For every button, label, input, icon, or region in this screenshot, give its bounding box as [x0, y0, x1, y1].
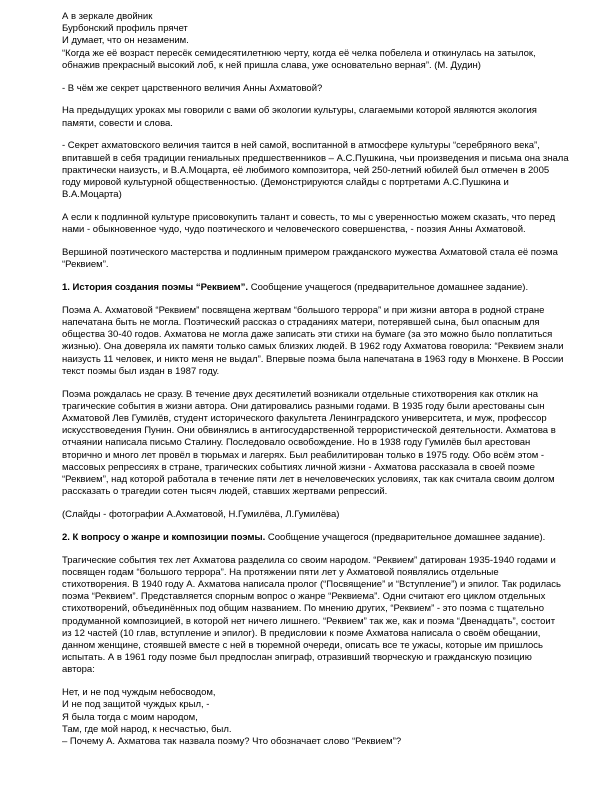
line-text: поэма “Реквием”. Представляется спорным вопрос о жанре “Реквиема”. Одни считают его циклом отдельных	[62, 591, 546, 603]
line-text: наизусть 11 человек, и никто меня не выдал”. Впервые поэма была напечатана в 1963 году в Мюнхене. В России	[62, 353, 564, 365]
line-text: году мировой культурной общественностью. (Демонстрируются слайды с портретами А.С.Пушкина и	[62, 177, 509, 189]
section-heading: 2. К вопросу о жанре и композиции поэмы.	[62, 531, 266, 543]
text-line	[62, 212, 562, 224]
line-text: “Когда же её возраст пересёк семидесятилетнюю черту, когда её челка побелела и откинулась на затылок,	[62, 47, 536, 59]
text-line	[62, 437, 562, 449]
line-text: жизнью). Она доверяла их памяти только самых близких людей. В 1962 году Ахматова говорила: “Реквием знали	[62, 341, 564, 353]
line-text: А в зеркале двойник	[62, 11, 153, 22]
line-text: испытать. А в 1961 году поэме был предпослан эпиграф, отразивший творческую и гражданскую позицию	[62, 652, 532, 664]
line-text: стихотворения. В 1940 году А. Ахматова написала пролог (“Посвящение” и “Вступление”) и эпилог. Так родилась	[62, 579, 562, 591]
text-line	[62, 603, 562, 615]
line-text: - В чём же секрет царственного величия Анны Ахматовой?	[62, 82, 323, 94]
text-line	[62, 341, 562, 353]
line-text: Сообщение учащегося (предварительное домашнее задание).	[248, 282, 529, 294]
paragraph	[62, 83, 562, 95]
text-line	[62, 282, 562, 294]
paragraph	[62, 212, 562, 236]
text-line	[62, 247, 562, 259]
text-line	[62, 224, 562, 236]
text-line	[62, 366, 562, 378]
paragraph	[62, 389, 562, 499]
line-text: Я была тогда с моим народом,	[62, 711, 198, 723]
line-text: обнажив прекрасный высокий лоб, к ней пришла слава, уже основательно верная”. (М. Дудин)	[62, 59, 481, 71]
text-line	[62, 401, 562, 413]
line-text: вторично и много лет провёл в тюрьмах и лагерях. Был реабилитирован только в 1975 году. Обо всём этом -	[62, 449, 545, 461]
text-line	[62, 389, 562, 401]
text-line	[62, 736, 562, 748]
line-text: “Реквием”, над которой работала в течение пяти лет в нечеловеческих условиях, так как считала своим долгом	[62, 474, 555, 486]
text-line	[62, 152, 569, 165]
line-text: стихотворений, объединённых под общим названием. По мнению других, “Реквием” - это поэма с тщательно	[62, 603, 545, 615]
text-line	[62, 35, 562, 47]
line-text: В.А.Моцарта)	[62, 189, 122, 201]
text-line	[62, 118, 562, 130]
paragraph	[62, 140, 569, 201]
line-text: практически наизусть, и В.А.Моцарта, её любимого композитора, чей 250-летний юбилей был отмечен в 2005	[62, 164, 550, 176]
line-text: отчаянии написала письмо Сталину. Последовало освобождение. Но в 1938 году Гумилёв был арестован	[62, 437, 531, 449]
text-line	[62, 474, 562, 486]
line-text: Поэма рождалась не сразу. В течение двух десятилетий возникали отдельные стихотворения как отклик на	[62, 388, 539, 400]
line-text: массовых репрессиях в стране, трагических событиях личной жизни - Ахматова рассказала в своей поэме	[62, 461, 535, 473]
text-line	[62, 591, 562, 603]
text-line	[62, 555, 562, 567]
paragraph	[62, 247, 562, 271]
text-line	[62, 664, 562, 676]
line-text: А если к подлинной культуре присовокупить талант и совесть, то мы с уверенностью можем сказать, что перед	[62, 212, 556, 224]
text-line	[62, 567, 562, 579]
line-text: текст поэмы был издан в 1987 году.	[62, 365, 220, 377]
line-text: из 12 частей (10 глав, вступление и эпилог). В предисловии к поэме Ахматова написала о своём обещании,	[62, 627, 541, 639]
paragraph	[62, 555, 562, 677]
line-text: Там, где мой народ, к несчастью, был.	[62, 723, 232, 735]
line-text: - Секрет ахматовского величия таится в ней самой, воспитанной в атмосфере культуры “серебряного века”,	[62, 140, 540, 152]
line-text: Бурбонский профиль прячет	[62, 23, 188, 35]
line-text: Вершиной поэтического мастерства и подлинным примером гражданского мужества Ахматовой стала её поэма	[62, 247, 558, 259]
text-line	[62, 105, 562, 117]
text-line	[62, 425, 562, 437]
document-page	[62, 11, 569, 759]
text-line	[62, 462, 562, 474]
paragraph	[62, 509, 562, 521]
paragraph	[62, 305, 562, 378]
text-line	[62, 652, 562, 664]
text-line	[62, 450, 562, 462]
line-text: На предыдущих уроках мы говорили с вами об экологии культуры, слагаемыми которой являются экология	[62, 105, 537, 117]
text-line	[62, 177, 562, 189]
text-line	[62, 628, 562, 640]
line-text: – Почему А. Ахматова так назвала поэму? Что обозначает слово “Реквием”?	[62, 736, 402, 748]
line-text: (Слайды - фотографии А.Ахматовой, Н.Гумилёва, Л.Гумилёва)	[62, 509, 340, 521]
text-line	[62, 140, 562, 152]
text-line	[62, 712, 562, 724]
section-paragraph	[62, 282, 562, 294]
line-text: напечатана быть не могла. Поэтический рассказ о страданиях матери, потерявшей сына, был опасным для	[62, 317, 540, 329]
text-line	[62, 354, 562, 366]
line-text: искусствоведения Пунин. Они обвинялись в антигосударственной террористической деятельности. Ахматова в	[62, 425, 556, 437]
line-text: Сообщение учащегося (предварительное домашнее задание).	[265, 531, 546, 543]
line-text: Поэма А. Ахматовой “Реквием” посвящена жертвам “большого террора” и при жизни автора в родной стране	[62, 304, 545, 316]
line-text: И не под защитой чуждых крыл, -	[62, 699, 210, 711]
text-line	[62, 48, 562, 60]
text-line	[62, 640, 562, 652]
line-text: рассказать о трагедии сотен тысяч людей, ставших жертвами репрессий.	[62, 486, 388, 498]
text-line	[62, 486, 562, 498]
text-line	[62, 509, 562, 521]
text-line	[62, 413, 562, 425]
text-line	[62, 579, 562, 591]
line-text: Трагические события тех лет Ахматова разделила со своим народом. “Реквием” датирован 1935-1940 годами и	[62, 554, 556, 566]
paragraph	[62, 11, 562, 72]
section-paragraph	[62, 532, 562, 544]
text-line	[62, 23, 562, 35]
line-text: продуманной композицией, в которой нет ничего лишнего. “Реквием” так же, как и поэма “Двенадцать”, состоит	[62, 615, 556, 627]
section-heading: 1. История создания поэмы “Реквием”.	[62, 282, 249, 294]
paragraph	[62, 687, 562, 748]
text-line	[62, 329, 562, 341]
text-line	[62, 165, 562, 177]
text-line	[62, 532, 562, 544]
text-line	[62, 189, 562, 201]
paragraph	[62, 105, 562, 129]
line-text: трагические события в жизни автора. Они датировались разными годами. В 1935 году были арестованы сын	[62, 400, 545, 412]
text-line	[62, 724, 562, 736]
line-text: Нет, и не под чуждым небосводом,	[62, 687, 216, 699]
text-line	[62, 616, 562, 628]
line-text: И думает, что он незаменим.	[62, 35, 189, 47]
text-line	[62, 699, 562, 711]
line-text: посвящен годам “большого террора”. На протяжении пяти лет у Ахматовой появлялись отдельные	[62, 566, 499, 578]
text-line	[62, 317, 562, 329]
line-text: данном женщине, стоявшей вместе с ней в тюремной очереди, описать все те ужасы, которые им пришлось	[62, 640, 543, 652]
text-line	[62, 687, 562, 699]
text-line	[62, 83, 562, 95]
line-text: общества 30-40 годов. Ахматова не могла даже записать эти стихи на бумаге (за это можно было поплатиться	[62, 329, 553, 341]
line-text: автора:	[62, 664, 95, 676]
line-text: “Реквием”.	[62, 259, 109, 271]
line-text: памяти, совести и слова.	[62, 117, 173, 129]
line-text: нами - обыкновенное чудо, чудо поэтического и человеческого совершенства, - поэзия Анны Ахматовой.	[62, 224, 526, 236]
line-text: Ахматовой Лев Гумилёв, студент исторического факультета Ленинградского университета, и муж, профессор	[62, 413, 547, 425]
text-line	[62, 11, 562, 23]
text-line	[62, 60, 562, 72]
line-text: впитавшей в себя традиции гениальных предшественников – А.С.Пушкина, чьи произведения и письма она знала	[62, 152, 569, 164]
text-line	[62, 259, 562, 271]
text-line	[62, 305, 562, 317]
